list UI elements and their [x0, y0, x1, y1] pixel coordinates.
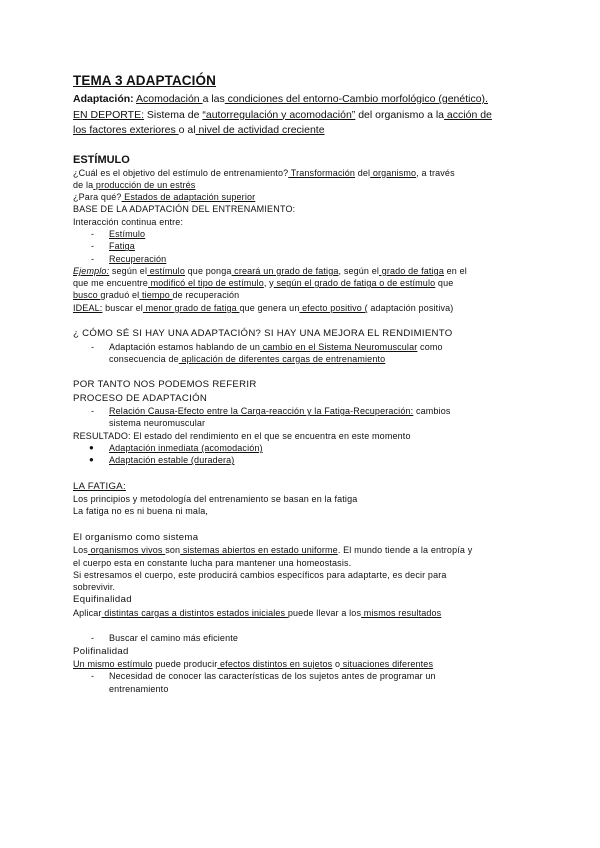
page-title: TEMA 3 ADAPTACIÓN	[73, 73, 216, 88]
polifinalidad-list	[73, 670, 533, 695]
ejemplo-line-3: busco graduó el tiempo de recuperación	[73, 290, 240, 301]
document-page	[73, 72, 533, 695]
sistema-line-2: el cuerpo esta en constante lucha para mantener una homeostasis.	[73, 557, 352, 568]
list-item: - Adaptación estamos hablando de un cambio en el Sistema Neuromuscular como consecuencia de aplicación de diferentes cargas de entrenamiento	[73, 341, 533, 366]
organismo-heading: El organismo como sistema	[73, 531, 199, 543]
como-list	[73, 341, 533, 366]
polifinalidad-line: Un mismo estímulo puede producir efectos distintos en sujetos o situaciones diferentes	[73, 659, 434, 670]
list-item: - Recuperación	[73, 253, 533, 265]
resultado-list	[73, 442, 533, 467]
list-item: - Fatiga	[73, 240, 533, 252]
intro-block	[73, 92, 533, 139]
ideal-line: IDEAL: buscar el menor grado de fatiga que genera un efecto positivo ( adaptación positiva)	[73, 302, 454, 313]
sistema-line-3: Si estresamos el cuerpo, este producirá cambios específicos para adaptarte, es decir para	[73, 569, 447, 580]
fatiga-line-1: Los principios y metodología del entrenamiento se basan en la fatiga	[73, 494, 358, 505]
list-item: ● Adaptación inmediata (acomodación)	[73, 442, 533, 454]
interaccion-line: Interacción continua entre:	[73, 216, 184, 227]
intro-line-3: los factores exteriores o al nivel de actividad creciente	[73, 124, 325, 136]
intro-line-1: Adaptación: Acomodación a las condiciones del entorno-Cambio morfológico (genético).	[73, 93, 488, 105]
list-item: - Buscar el camino más eficiente	[73, 632, 533, 644]
sistema-line-1: Los organismos vivos son sistemas abiertos en estado uniforme. El mundo tiende a la entropía y	[73, 545, 473, 556]
equifinalidad-heading: Equifinalidad	[73, 594, 132, 606]
sistema-line-4: sobrevivir.	[73, 582, 116, 593]
list-item: - Estímulo	[73, 228, 533, 240]
list-item: - Necesidad de conocer las características de los sujetos antes de programar un entrenamiento	[73, 670, 533, 695]
adaptacion-term: Adaptación:	[73, 93, 134, 105]
section-heading-estimulo: ESTÍMULO	[73, 153, 130, 166]
fatiga-line-2: La fatiga no es ni buena ni mala,	[73, 506, 209, 517]
question-objetivo-cont: de la producción de un estrés	[73, 179, 196, 190]
question-para-que: ¿Para qué? Estados de adaptación superior	[73, 192, 256, 203]
question-objetivo: ¿Cuál es el objetivo del estímulo de entrenamiento? Transformación del organismo, a través	[73, 167, 455, 178]
estimulo-block	[73, 167, 533, 315]
list-item: - Relación Causa-Efecto entre la Carga-reacción y la Fatiga-Recuperación: cambios sistema neuromuscular	[73, 405, 533, 430]
list-item: ● Adaptación estable (duradera)	[73, 454, 533, 466]
por-tanto-line: POR TANTO NOS PODEMOS REFERIR	[73, 379, 257, 391]
interaccion-list	[73, 228, 533, 265]
section-heading-como: ¿ CÓMO SÉ SI HAY UNA ADAPTACIÓN? SI HAY UNA MEJORA EL RENDIMIENTO	[73, 328, 453, 340]
ejemplo-line-2: que me encuentre modificó el tipo de estímulo, y según el grado de fatiga o de estímulo que	[73, 278, 454, 289]
proceso-list	[73, 405, 533, 430]
resultado-line: RESULTADO: El estado del rendimiento en el que se encuentra en este momento	[73, 430, 411, 441]
equifinalidad-line: Aplicar distintas cargas a distintos estados iniciales puede llevar a los mismos resultados	[73, 607, 442, 618]
intro-line-2: EN DEPORTE: Sistema de “autorregulación y acomodación” del organismo a la acción de	[73, 108, 492, 121]
equifinalidad-list	[73, 632, 533, 644]
ejemplo-line-1: Ejemplo: según el estímulo que ponga creará un grado de fatiga, según el grado de fatiga en el	[73, 265, 467, 276]
section-heading-fatiga: LA FATIGA:	[73, 480, 126, 492]
proceso-heading: PROCESO DE ADAPTACIÓN	[73, 392, 208, 404]
polifinalidad-heading: Polifinalidad	[73, 645, 129, 657]
base-heading: BASE DE LA ADAPTACIÓN DEL ENTRENAMIENTO:	[73, 204, 296, 215]
